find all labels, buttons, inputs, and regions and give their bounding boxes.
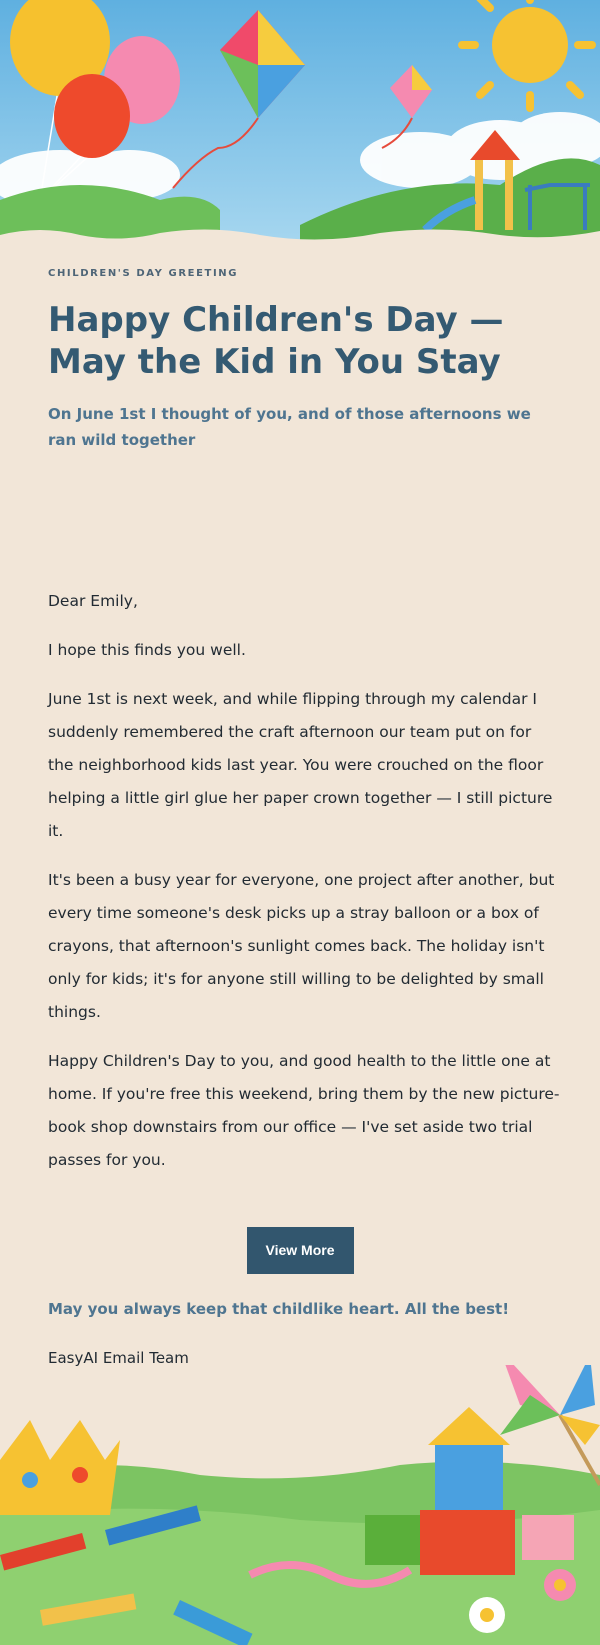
cta-container [0,1227,600,1274]
signature: EasyAI Email Team [48,1349,189,1367]
letter-paragraph: I hope this finds you well. [48,641,246,659]
letter-paragraph: Happy Children's Day to you, and good health to the little one at home. If you're free this weekend, bring them by the new picture-book shop downstairs from our office — I've set aside two trial passes for you. [48,1052,560,1169]
subtitle: On June 1st I thought of you, and of those afternoons we ran wild together [48,405,531,449]
letter-body [48,585,560,1193]
page-title: Happy Children's Day — May the Kid in You Stay [48,300,504,382]
salutation: Dear Emily, [48,592,138,610]
closing-line: May you always keep that childlike heart. All the best! [48,1300,510,1318]
header-text [48,268,558,453]
view-more-button[interactable]: View More [247,1227,354,1274]
footer-illustration [0,1365,600,1645]
crown-icon [0,1420,120,1515]
letter-paragraph: It's been a busy year for everyone, one project after another, but every time someone's desk picks up a stray balloon or a box of crayons, that afternoon's sunlight comes back. The holiday isn't only for kids; it's for anyone still willing to be delighted by small things. [48,871,555,1021]
letter-paragraph: June 1st is next week, and while flipping through my calendar I suddenly remembered the craft afternoon our team put on for the neighborhood kids last year. You were crouched on the floor helping a little girl glue her paper crown together — I still picture it. [48,690,553,840]
header-illustration [0,0,600,255]
eyebrow-label: CHILDREN'S DAY GREETING [48,268,239,279]
